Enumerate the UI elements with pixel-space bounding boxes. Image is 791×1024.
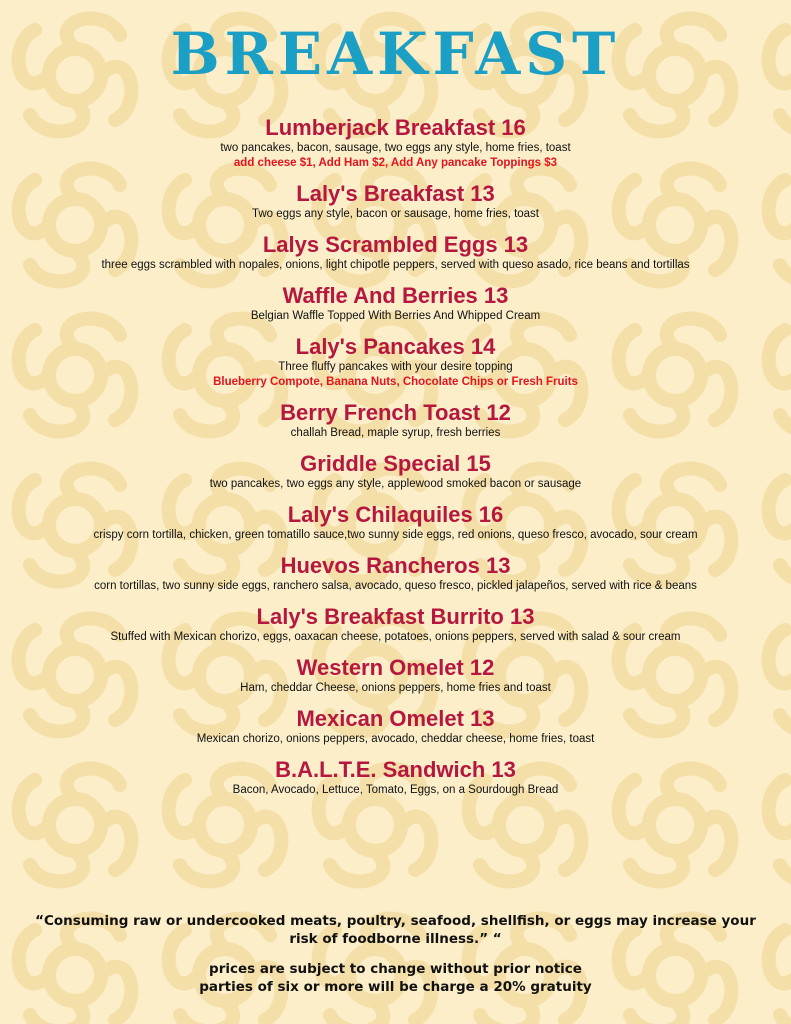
menu-item-description: crispy corn tortilla, chicken, green tomatillo sauce,two sunny side eggs, red onions, queso fresco, avocado, sour cream [93, 529, 698, 541]
menu-item [0, 756, 791, 798]
menu-item-description: challah Bread, maple syrup, fresh berries [290, 427, 501, 439]
menu-item-description: two pancakes, two eggs any style, applewood smoked bacon or sausage [209, 478, 582, 490]
menu-item [0, 333, 791, 390]
menu-item [0, 552, 791, 594]
menu-item [0, 114, 791, 171]
menu-item [0, 501, 791, 543]
menu-item-name: Lumberjack Breakfast 16 [265, 115, 526, 140]
menu-item [0, 399, 791, 441]
menu-item-name: Griddle Special 15 [300, 451, 491, 476]
menu-item-description: Bacon, Avocado, Lettuce, Tomato, Eggs, on a Sourdough Bread [232, 784, 559, 796]
menu-item-addons: add cheese $1, Add Ham $2, Add Any pancake Toppings $3 [233, 157, 558, 169]
menu-item [0, 603, 791, 645]
menu-item-description: Mexican chorizo, onions peppers, avocado, cheddar cheese, home fries, toast [196, 733, 595, 745]
menu-item-name: Laly's Chilaquiles 16 [287, 502, 504, 527]
menu-item-name: Laly's Breakfast 13 [296, 181, 495, 206]
menu-item-name: Laly's Breakfast Burrito 13 [256, 604, 535, 629]
price-notice [0, 960, 791, 996]
menu-item-addons: Blueberry Compote, Banana Nuts, Chocolate Chips or Fresh Fruits [213, 376, 578, 388]
menu-item [0, 705, 791, 747]
menu-item-description: Three fluffy pancakes with your desire topping [278, 361, 513, 373]
menu-item-name: Waffle And Berries 13 [282, 283, 509, 308]
menu-item [0, 654, 791, 696]
menu-item-description: corn tortillas, two sunny side eggs, ranchero salsa, avocado, queso fresco, pickled jalapeños, served with rice & beans [94, 580, 697, 592]
price-change-notice: prices are subject to change without prior notice [209, 961, 582, 977]
menu-item-name: Laly's Pancakes 14 [295, 334, 496, 359]
menu-item-description: Ham, cheddar Cheese, onions peppers, home fries and toast [240, 682, 551, 694]
menu-item-name: Huevos Rancheros 13 [280, 553, 511, 578]
menu-item [0, 180, 791, 222]
footer [0, 912, 791, 996]
menu-item-description: Two eggs any style, bacon or sausage, home fries, toast [251, 208, 540, 220]
page-title: BREAKFAST [170, 20, 621, 88]
menu-item [0, 231, 791, 273]
menu-item-name: Western Omelet 12 [296, 655, 495, 680]
menu-item-description: three eggs scrambled with nopales, onions, light chipotle peppers, served with queso asado, rice beans and tortillas [101, 259, 690, 271]
menu-item-description: Belgian Waffle Topped With Berries And Whipped Cream [250, 310, 541, 322]
menu-item [0, 282, 791, 324]
health-warning: “Consuming raw or undercooked meats, poultry, seafood, shellfish, or eggs may increase your risk of foodborne illness.” “ [35, 913, 756, 947]
menu-item-description: two pancakes, bacon, sausage, two eggs any style, home fries, toast [220, 142, 571, 154]
menu-item-name: B.A.L.T.E. Sandwich 13 [275, 757, 516, 782]
menu-item-name: Lalys Scrambled Eggs 13 [262, 232, 529, 257]
gratuity-notice: parties of six or more will be charge a 20% gratuity [199, 979, 592, 995]
menu-item-name: Mexican Omelet 13 [296, 706, 495, 731]
menu-item-description: Stuffed with Mexican chorizo, eggs, oaxacan cheese, potatoes, onions peppers, served with salad & sour cream [110, 631, 681, 643]
menu-item-name: Berry French Toast 12 [280, 400, 511, 425]
menu-item [0, 450, 791, 492]
menu-list [0, 114, 791, 807]
